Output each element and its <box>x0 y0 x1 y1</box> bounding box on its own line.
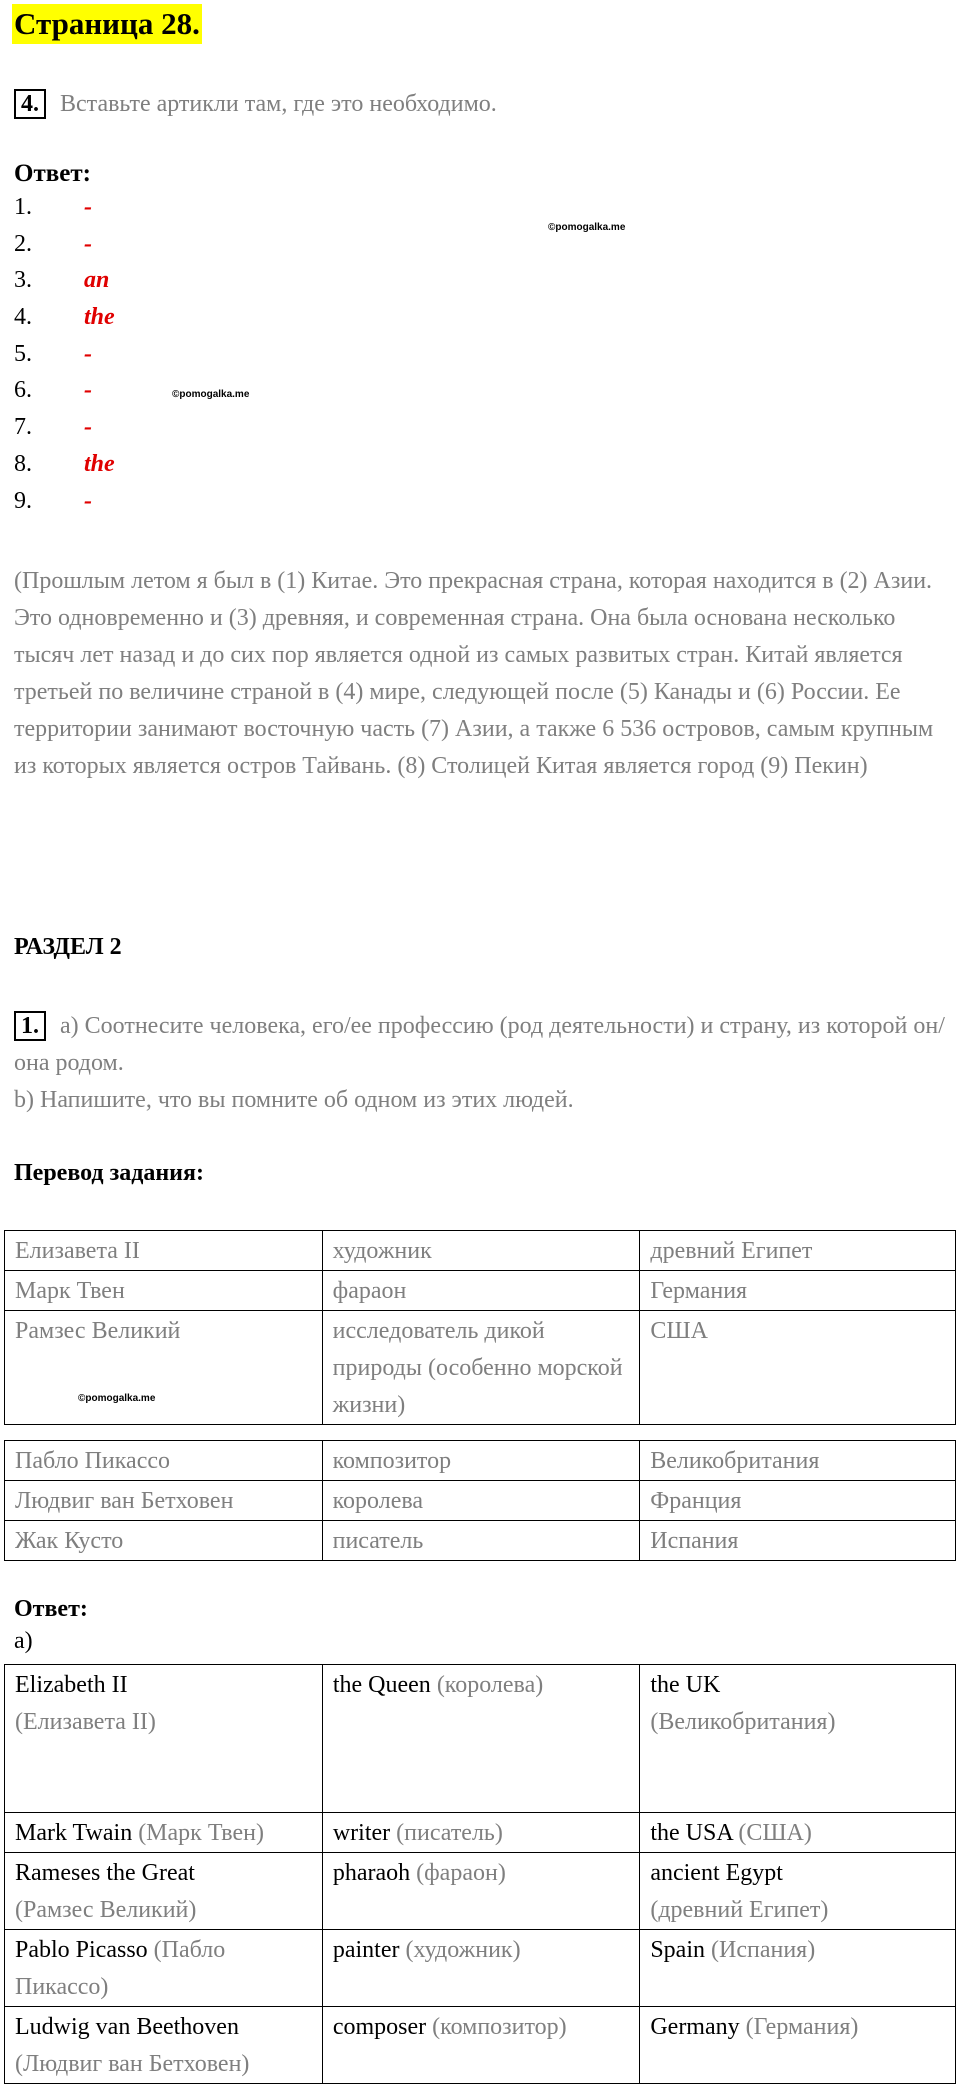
cell-russian: (Рамзес Великий) <box>15 1897 197 1923</box>
cell-russian: (древний Египет) <box>650 1897 829 1923</box>
item-answer: - <box>84 230 92 257</box>
cell-english: Spain <box>650 1937 705 1963</box>
table-cell: Германия <box>640 1271 956 1311</box>
table-cell: исследователь дикой природы (особенно морской жизни) <box>322 1311 640 1425</box>
item-number: 7. <box>14 414 32 441</box>
table-cell: художник <box>322 1231 640 1271</box>
table-cell <box>5 1813 323 1853</box>
table-cell <box>322 1853 639 1930</box>
item-answer: - <box>84 194 92 220</box>
table-row <box>5 1271 956 1311</box>
cell-english: composer <box>332 2014 427 2040</box>
table-row <box>5 1930 956 2007</box>
translation-table-2 <box>4 1440 956 1561</box>
item-number: 5. <box>14 340 32 367</box>
table-row <box>5 1231 956 1271</box>
task-number: 1. <box>14 1011 46 1041</box>
table-cell: Франция <box>640 1481 956 1521</box>
table-cell: королева <box>322 1481 640 1521</box>
table-cell <box>640 1930 956 2007</box>
table-cell: Рамзес Великий <box>5 1311 323 1425</box>
item-answer: - <box>84 487 92 514</box>
cell-english: painter <box>332 1937 400 1963</box>
cell-russian: (Германия) <box>745 2014 859 2040</box>
item-number: 1. <box>14 194 32 220</box>
cell-english: Elizabeth II <box>15 1672 128 1698</box>
answer-table <box>4 1664 956 2084</box>
table-row <box>5 2007 956 2084</box>
item-answer: - <box>84 340 92 367</box>
task-4 <box>14 86 497 123</box>
table-cell <box>322 1813 639 1853</box>
table-row <box>5 1481 956 1521</box>
table-cell <box>640 1853 956 1930</box>
item-number: 8. <box>14 450 32 477</box>
answer-subpart: a) <box>14 1628 33 1654</box>
table-cell <box>5 1665 323 1813</box>
table-cell <box>5 1853 323 1930</box>
table-cell: Людвиг ван Бетховен <box>5 1481 323 1521</box>
table-cell <box>640 2007 956 2084</box>
cell-english: Ludwig van Beethoven <box>15 2014 239 2040</box>
cell-russian: (Марк Твен) <box>138 1820 264 1846</box>
watermark: ©pomogalka.me <box>548 222 626 233</box>
cell-russian: (Елизавета II) <box>15 1709 156 1735</box>
table-row <box>5 1813 956 1853</box>
task-text-b: b) Напишите, что вы помните об одном из этих людей. <box>14 1087 574 1113</box>
table-cell <box>322 2007 639 2084</box>
answer-heading: Ответ: <box>14 1596 88 1622</box>
cell-russian: (Испания) <box>711 1937 816 1963</box>
task-text-a: a) Соотнесите человека, его/ее профессию (род деятельности) и страну, из которой он/она родом. <box>14 1013 945 1076</box>
table-cell: Жак Кусто <box>5 1521 323 1561</box>
watermark: ©pomogalka.me <box>78 1393 156 1404</box>
cell-english: ancient Egypt <box>650 1860 783 1886</box>
cell-russian: (Великобритания) <box>650 1709 836 1735</box>
item-answer: the <box>84 304 115 331</box>
cell-english: pharaoh <box>332 1860 411 1886</box>
cell-english: the UK <box>650 1672 721 1698</box>
table-cell <box>640 1665 956 1813</box>
table-cell <box>5 1930 323 2007</box>
translation-paragraph: (Прошлым летом я был в (1) Китае. Это прекрасная страна, которая находится в (2) Азии. Это одновременно и (3) древняя, и современная страна. Она была основана несколько тысяч лет назад и до сих пор является одной из самых развитых стран. Китай является третьей по величине страной в (4) мире, следующей после (5) Канады и (6) России. Ее территории занимают восточную часть (7) Азии, а также 6 536 островов, самым крупным из которых является остров Тайвань. (8) Столицей Китая является город (9) Пекин) <box>14 568 934 779</box>
table-cell <box>322 1665 639 1813</box>
item-answer: an <box>84 267 110 294</box>
table-row <box>5 1311 956 1425</box>
page-title: Страница 28. <box>12 4 202 44</box>
translation-heading: Перевод задания: <box>14 1160 204 1186</box>
item-number: 2. <box>14 230 32 257</box>
cell-english: Mark Twain <box>15 1820 133 1846</box>
table-cell <box>640 1813 956 1853</box>
cell-english: Rameses the Great <box>15 1860 195 1886</box>
section-heading: РАЗДЕЛ 2 <box>14 934 122 960</box>
item-number: 6. <box>14 377 32 404</box>
table-cell: Елизавета II <box>5 1231 323 1271</box>
cell-russian: (Пабло Пикассо) <box>15 1937 226 2000</box>
cell-russian: (писатель) <box>396 1820 503 1846</box>
cell-russian: (США) <box>738 1820 812 1846</box>
item-answer: - <box>84 377 92 404</box>
task-number: 4. <box>14 89 46 119</box>
table-cell: Великобритания <box>640 1441 956 1481</box>
item-answer: the <box>84 450 115 477</box>
table-cell: Пабло Пикассо <box>5 1441 323 1481</box>
table-row <box>5 1441 956 1481</box>
cell-english: the USA <box>650 1820 733 1846</box>
item-answer: - <box>84 414 92 441</box>
table-row <box>5 1521 956 1561</box>
table-cell <box>5 2007 323 2084</box>
table-cell: древний Египет <box>640 1231 956 1271</box>
task-text: Вставьте артикли там, где это необходимо. <box>60 91 497 117</box>
table-row <box>5 1665 956 1813</box>
table-cell: фараон <box>322 1271 640 1311</box>
answer-heading: Ответ: <box>14 160 91 187</box>
item-number: 3. <box>14 267 32 294</box>
table-cell: США <box>640 1311 956 1425</box>
table-row <box>5 1853 956 1930</box>
table-cell <box>322 1930 639 2007</box>
table-cell: писатель <box>322 1521 640 1561</box>
cell-english: writer <box>332 1820 391 1846</box>
cell-english: Germany <box>650 2014 740 2040</box>
table-cell: Испания <box>640 1521 956 1561</box>
item-number: 9. <box>14 487 32 514</box>
item-number: 4. <box>14 304 32 331</box>
cell-russian: (композитор) <box>432 2014 567 2040</box>
cell-russian: (королева) <box>436 1672 544 1698</box>
cell-russian: (Людвиг ван Бетховен) <box>15 2051 250 2077</box>
table-cell: композитор <box>322 1441 640 1481</box>
cell-russian: (фараон) <box>416 1860 506 1886</box>
cell-english: Pablo Picasso <box>15 1937 148 1963</box>
cell-russian: (художник) <box>405 1937 521 1963</box>
cell-english: the Queen <box>332 1672 431 1698</box>
watermark: ©pomogalka.me <box>172 389 250 400</box>
table-cell: Марк Твен <box>5 1271 323 1311</box>
task-1 <box>14 1008 949 1119</box>
